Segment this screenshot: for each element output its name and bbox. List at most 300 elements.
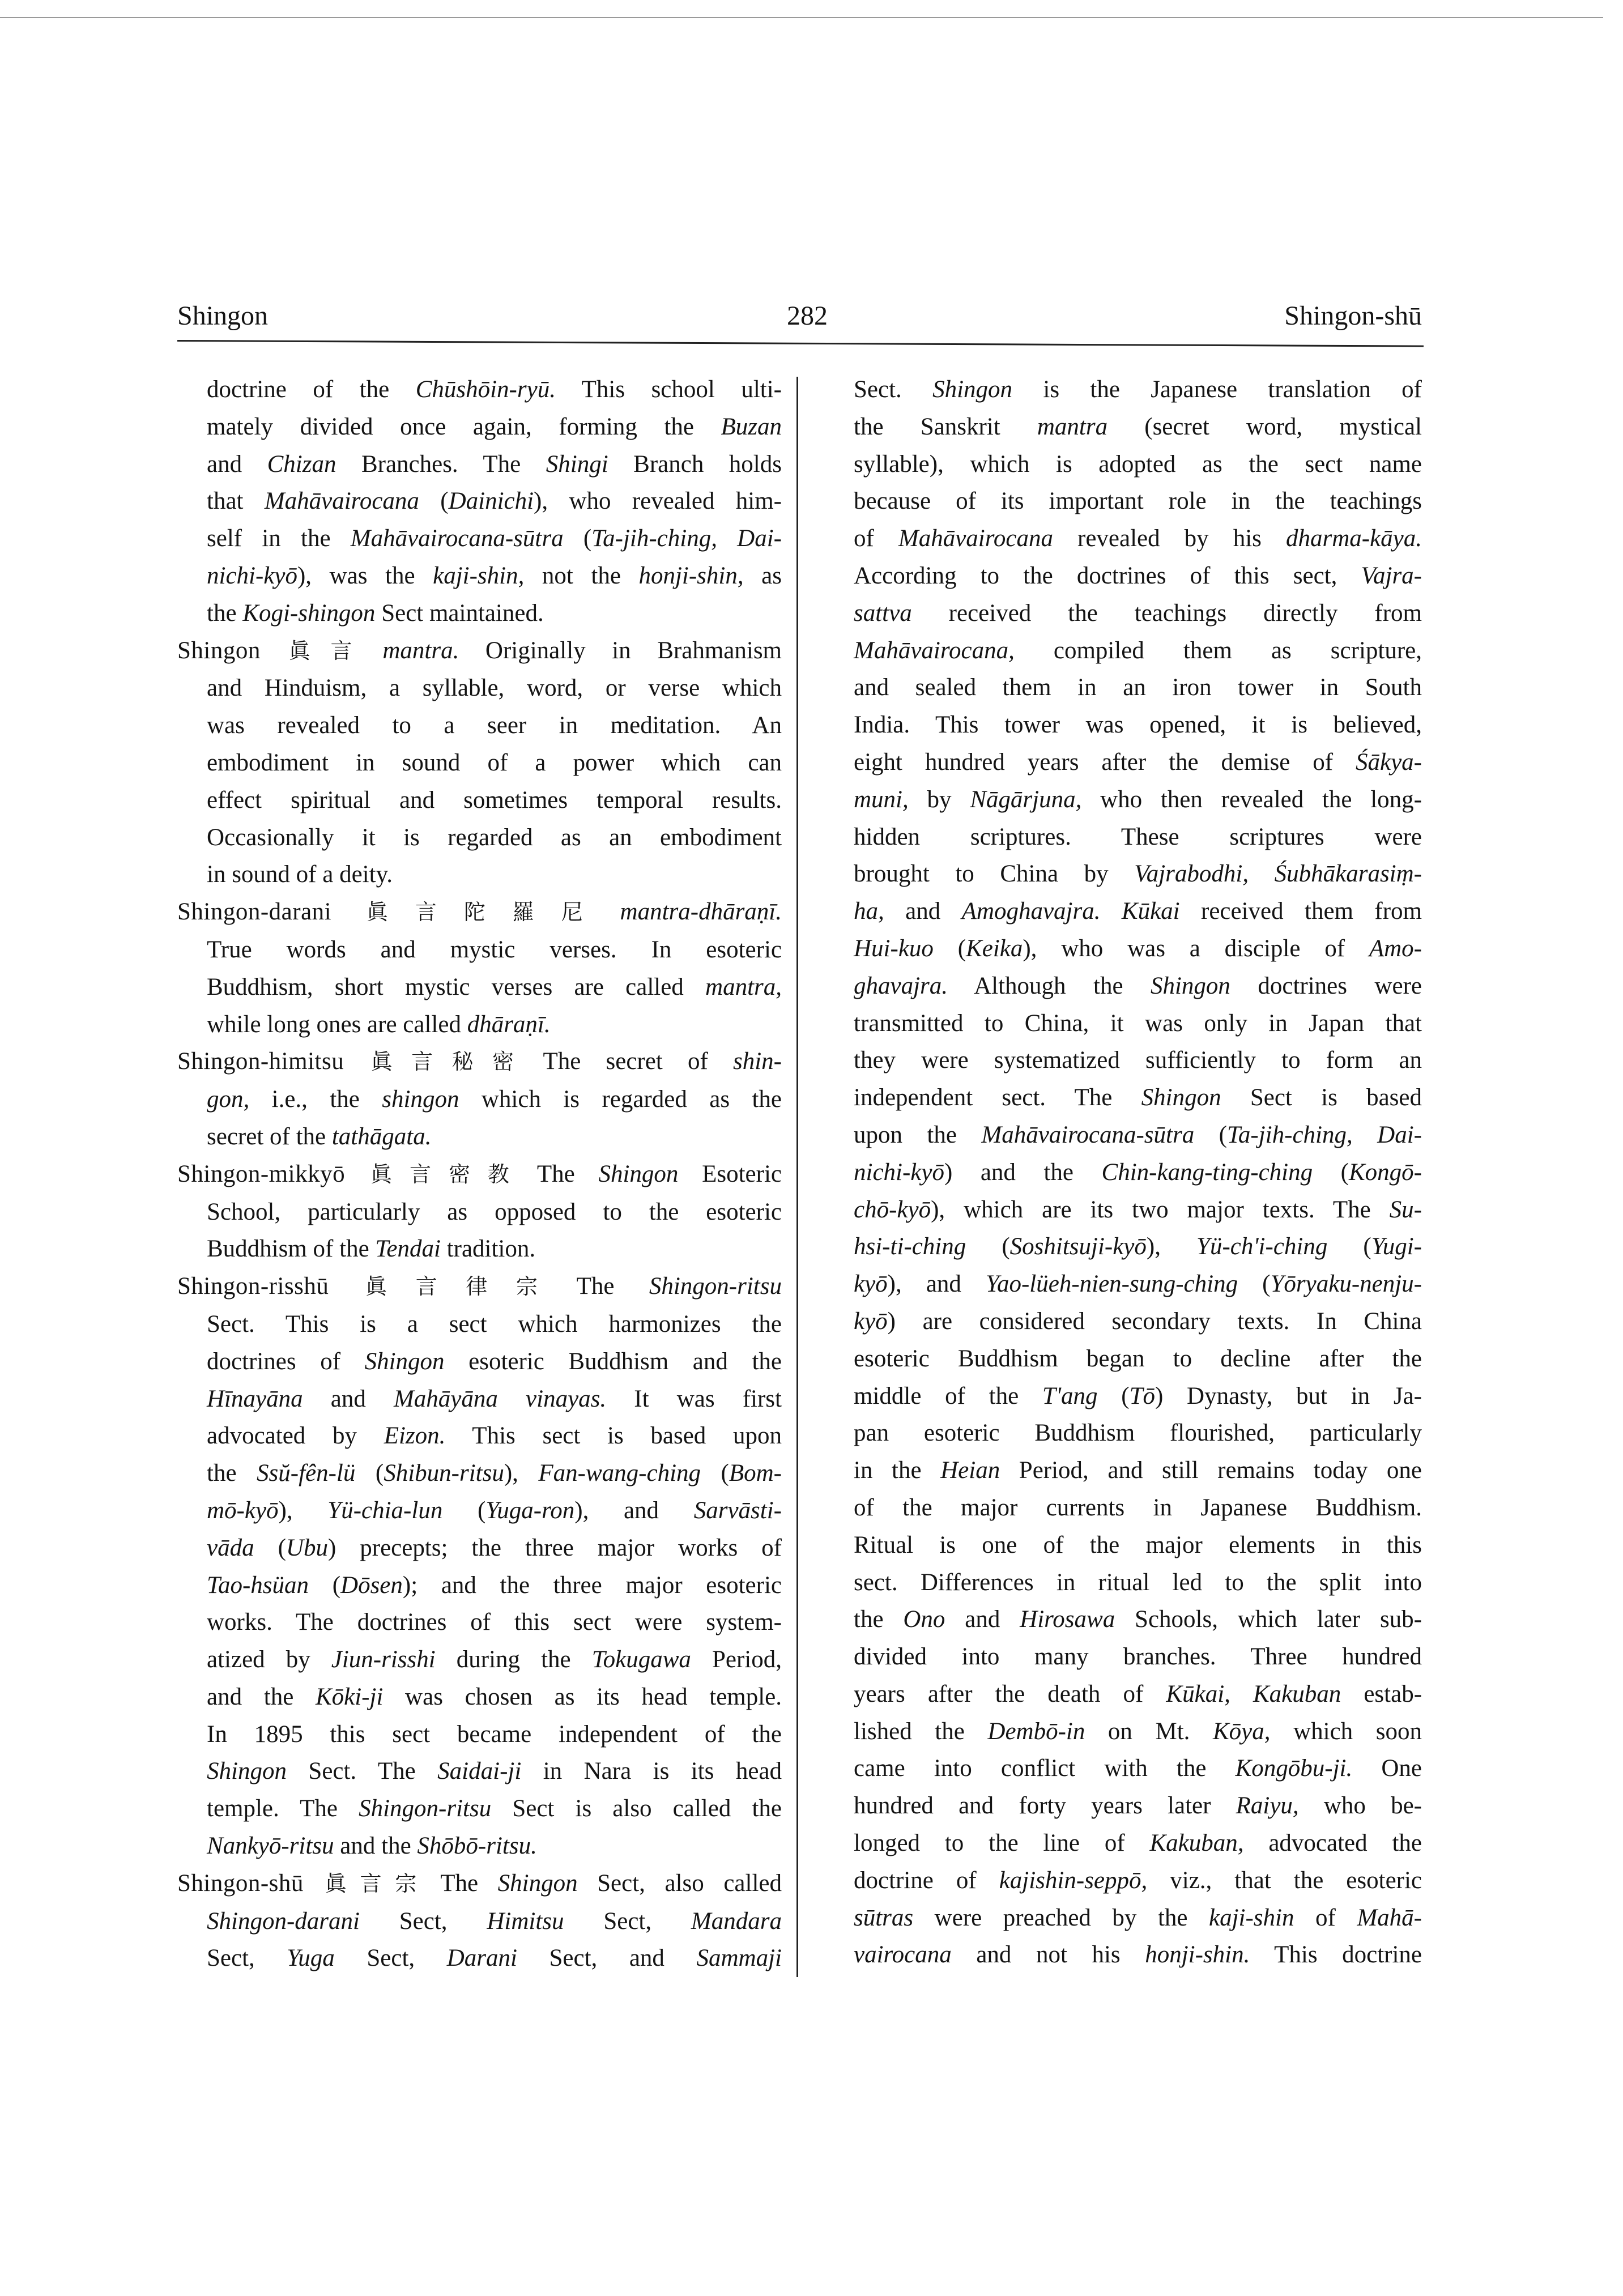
italic-term: Himitsu bbox=[487, 1907, 564, 1935]
italic-term: Yuga bbox=[287, 1945, 335, 1972]
text-line bbox=[854, 1079, 1422, 1117]
roman-text: The bbox=[536, 1160, 599, 1187]
roman-text: Sect. bbox=[854, 376, 933, 403]
text-line bbox=[854, 1527, 1422, 1564]
roman-text: India. This tower was opened, it is believed, bbox=[854, 712, 1422, 739]
text-line bbox=[854, 1154, 1422, 1191]
roman-text: works. The doctrines of this sect were system- bbox=[207, 1609, 782, 1636]
roman-text: ), was the bbox=[297, 562, 433, 589]
roman-text: doctrine of the bbox=[207, 376, 416, 403]
text-line bbox=[854, 632, 1422, 670]
text-line bbox=[207, 1118, 782, 1156]
roman-text: by bbox=[908, 786, 970, 813]
header-rule bbox=[177, 340, 1424, 347]
roman-text: This school ulti- bbox=[555, 376, 782, 403]
entry-continuation bbox=[177, 371, 782, 632]
roman-text: which soon bbox=[1270, 1718, 1422, 1745]
text-line bbox=[207, 446, 782, 483]
roman-text: ( bbox=[1194, 1121, 1227, 1148]
roman-text: ( bbox=[309, 1571, 341, 1599]
roman-text: ( bbox=[1313, 1158, 1349, 1186]
roman-text: tradition. bbox=[440, 1236, 536, 1263]
text-line bbox=[854, 744, 1422, 781]
roman-text: they were systematized sufficiently to form an bbox=[854, 1047, 1422, 1074]
italic-term: kyō bbox=[854, 1271, 888, 1298]
roman-text: during the bbox=[435, 1646, 592, 1673]
roman-text: and the bbox=[207, 1683, 316, 1710]
italic-term: vāda bbox=[207, 1534, 254, 1561]
roman-text: received them from bbox=[1179, 898, 1422, 925]
text-line bbox=[854, 1787, 1422, 1825]
roman-text: and bbox=[207, 450, 267, 478]
italic-term: Yugi- bbox=[1371, 1233, 1422, 1260]
text-line bbox=[207, 819, 782, 857]
italic-term: sūtras bbox=[854, 1904, 914, 1931]
text-line bbox=[177, 632, 782, 670]
headword-kanji: 眞言密教 bbox=[353, 1161, 527, 1187]
roman-text: Period, and still remains today one bbox=[1000, 1457, 1422, 1484]
roman-text: Schools, which later sub- bbox=[1115, 1606, 1422, 1633]
text-line bbox=[207, 520, 782, 557]
text-line bbox=[854, 1899, 1422, 1937]
text-line bbox=[854, 1415, 1422, 1452]
text-line bbox=[207, 483, 782, 520]
italic-term: Mahāvairocana-sūtra bbox=[350, 525, 564, 552]
roman-text: i.e., the bbox=[249, 1086, 382, 1113]
italic-term: mantra-dhāraṇī. bbox=[620, 898, 782, 926]
text-line bbox=[854, 1862, 1422, 1899]
text-line bbox=[854, 371, 1422, 408]
italic-term: ha, bbox=[854, 898, 884, 925]
text-line bbox=[207, 707, 782, 744]
roman-text: viz., that the esoteric bbox=[1147, 1867, 1422, 1894]
italic-term: Kūkai bbox=[1121, 898, 1180, 925]
roman-text: ( bbox=[1327, 1233, 1371, 1260]
roman-text: divided into many branches. Three hundred bbox=[854, 1643, 1422, 1671]
italic-term: Heian bbox=[940, 1457, 1000, 1484]
text-line bbox=[207, 931, 782, 969]
text-line bbox=[854, 446, 1422, 483]
roman-text: ), bbox=[1146, 1233, 1197, 1260]
roman-text: Sect is also called the bbox=[491, 1795, 782, 1822]
italic-term: Amo- bbox=[1369, 935, 1422, 962]
text-line bbox=[207, 1492, 782, 1530]
dictionary-entry bbox=[177, 1043, 782, 1155]
italic-term: Kōya, bbox=[1213, 1718, 1271, 1745]
roman-text: as bbox=[743, 562, 782, 589]
italic-term: Yü-chia-lun bbox=[327, 1497, 443, 1524]
roman-text: Sect is based bbox=[1221, 1084, 1422, 1111]
text-line bbox=[854, 1750, 1422, 1787]
roman-text: was revealed to a seer in meditation. An bbox=[207, 712, 782, 739]
roman-text: ( bbox=[442, 1497, 486, 1524]
text-line bbox=[207, 1940, 782, 1977]
roman-text: According to the doctrines of this sect, bbox=[854, 562, 1361, 589]
roman-text: ); and the three major esoteric bbox=[402, 1571, 782, 1599]
roman-text: ( bbox=[933, 935, 966, 962]
italic-term: Ta-jih-ching, Dai- bbox=[1226, 1121, 1422, 1148]
text-line bbox=[207, 1381, 782, 1418]
roman-text: ) precepts; the three major works of bbox=[327, 1534, 782, 1561]
text-line bbox=[207, 1306, 782, 1343]
roman-text: ), who revealed him- bbox=[534, 488, 782, 515]
roman-text: doctrine of bbox=[854, 1867, 999, 1894]
roman-text: and not his bbox=[951, 1941, 1145, 1969]
roman-text: atized by bbox=[207, 1646, 331, 1673]
right-column bbox=[824, 371, 1422, 1974]
roman-text: sect. Differences in ritual led to the split into bbox=[854, 1569, 1422, 1596]
italic-term: honji-shin, bbox=[638, 562, 744, 589]
roman-text: in sound of a deity. bbox=[207, 861, 393, 888]
roman-text: that bbox=[207, 488, 265, 515]
italic-term: Chizan bbox=[267, 450, 336, 478]
roman-text: Although the bbox=[948, 972, 1151, 999]
roman-text: advocated by bbox=[207, 1422, 384, 1450]
roman-text: (secret word, mystical bbox=[1107, 413, 1422, 440]
italic-term: Sarvāsti- bbox=[693, 1497, 782, 1524]
roman-text: Originally in Brahmanism bbox=[459, 637, 782, 664]
text-line bbox=[207, 1679, 782, 1716]
roman-text: mately divided once again, forming the bbox=[207, 413, 721, 440]
italic-term: mantra, bbox=[705, 973, 782, 1000]
text-line bbox=[207, 1230, 782, 1268]
italic-term: Kūkai, Kakuban bbox=[1166, 1680, 1341, 1707]
running-head-right: Shingon-shū bbox=[1284, 301, 1422, 331]
roman-text: Sect maintained. bbox=[375, 599, 544, 627]
italic-term: Kōki-ji bbox=[315, 1683, 384, 1710]
text-line bbox=[854, 1117, 1422, 1154]
italic-term: Hui-kuo bbox=[854, 935, 934, 962]
italic-term: mantra bbox=[1037, 413, 1108, 440]
italic-term: Shingon bbox=[207, 1758, 287, 1785]
dictionary-entry bbox=[177, 893, 782, 1043]
roman-text: the bbox=[207, 599, 243, 627]
italic-term: Ta-jih-ching, Dai- bbox=[591, 525, 782, 552]
text-line bbox=[207, 408, 782, 446]
italic-term: mō-kyō bbox=[207, 1497, 279, 1524]
dictionary-entry bbox=[177, 1268, 782, 1865]
text-line bbox=[207, 670, 782, 707]
text-line bbox=[207, 1828, 782, 1865]
italic-term: Shingon bbox=[1141, 1084, 1221, 1111]
headword-kanji: 眞言秘密 bbox=[352, 1049, 533, 1075]
scan-top-rule bbox=[0, 17, 1603, 18]
roman-text: because of its important role in the teachings bbox=[854, 488, 1422, 515]
roman-text: ), who was a disciple of bbox=[1023, 935, 1369, 962]
text-line bbox=[207, 1081, 782, 1118]
italic-term: Yü-ch'i-ching bbox=[1196, 1233, 1328, 1260]
italic-term: nichi-kyō bbox=[854, 1158, 944, 1186]
roman-text: middle of the bbox=[854, 1382, 1042, 1409]
text-line bbox=[207, 1753, 782, 1790]
roman-text: advocated the bbox=[1243, 1830, 1422, 1857]
roman-text: ), bbox=[504, 1460, 539, 1487]
text-line bbox=[854, 968, 1422, 1005]
roman-text: ( bbox=[701, 1460, 729, 1487]
roman-text: and Hinduism, a syllable, word, or verse which bbox=[207, 675, 782, 702]
roman-text: Sect, bbox=[359, 1907, 487, 1935]
roman-text: Sect. This is a sect which harmonizes the bbox=[207, 1310, 782, 1337]
italic-term: tathāgata. bbox=[331, 1123, 432, 1150]
italic-term: sattva bbox=[854, 599, 912, 627]
italic-term: ghavajra. bbox=[854, 972, 948, 999]
italic-term: Yao-lüeh-nien-sung-ching bbox=[986, 1271, 1238, 1298]
text-line bbox=[207, 1716, 782, 1753]
column-divider bbox=[796, 377, 798, 1977]
roman-text: ( bbox=[966, 1233, 1010, 1260]
roman-text: and bbox=[945, 1606, 1020, 1633]
italic-term: Su- bbox=[1389, 1196, 1422, 1223]
entry-continuation bbox=[824, 371, 1422, 1974]
roman-text: temple. The bbox=[207, 1795, 359, 1822]
roman-text: doctrines were bbox=[1230, 972, 1422, 999]
italic-term: Sammaji bbox=[696, 1945, 782, 1972]
roman-text: ( bbox=[563, 525, 592, 552]
text-line bbox=[854, 1936, 1422, 1974]
roman-text: esoteric Buddhism began to decline after the bbox=[854, 1345, 1422, 1372]
roman-text: Occasionally it is regarded as an embodiment bbox=[207, 824, 782, 851]
roman-text: of the major currents in Japanese Buddhism. bbox=[854, 1494, 1422, 1521]
text-line bbox=[854, 1340, 1422, 1378]
headword: Shingon-himitsu bbox=[177, 1048, 344, 1075]
roman-text: hundred and forty years later bbox=[854, 1792, 1236, 1820]
text-line bbox=[207, 1567, 782, 1604]
text-line bbox=[207, 1343, 782, 1381]
italic-term: Bom- bbox=[729, 1460, 782, 1487]
italic-term: Kogi-shingon bbox=[242, 599, 376, 627]
roman-text: ) Dynasty, but in Ja- bbox=[1155, 1382, 1422, 1409]
text-line bbox=[177, 1156, 782, 1194]
italic-term: Ubu bbox=[286, 1534, 328, 1561]
roman-text: Sect, bbox=[334, 1945, 447, 1972]
italic-term: Tao-hsüan bbox=[207, 1571, 309, 1599]
roman-text: was chosen as its head temple. bbox=[383, 1683, 782, 1710]
italic-term: dharma-kāya. bbox=[1285, 525, 1422, 552]
roman-text: received the teachings directly from bbox=[911, 599, 1422, 627]
italic-term: Soshitsuji-kyō bbox=[1009, 1233, 1147, 1260]
text-line bbox=[854, 1378, 1422, 1415]
roman-text: ( bbox=[1097, 1382, 1130, 1409]
roman-text: upon the bbox=[854, 1121, 982, 1148]
italic-term: Mahāyāna vinayas. bbox=[393, 1385, 607, 1412]
italic-term: Shingon bbox=[1150, 972, 1230, 999]
roman-text: Esoteric bbox=[678, 1160, 782, 1187]
headword: Shingon-mikkyō bbox=[177, 1160, 346, 1187]
italic-term: shingon bbox=[382, 1086, 459, 1113]
text-line bbox=[854, 855, 1422, 893]
italic-term: chō-kyō bbox=[854, 1196, 931, 1223]
headword: Shingon-risshū bbox=[177, 1273, 329, 1300]
italic-term: Chūshōin-ryū. bbox=[415, 376, 556, 403]
text-line bbox=[854, 1825, 1422, 1862]
italic-term: Raiyu, bbox=[1236, 1792, 1299, 1820]
italic-term: nichi-kyō bbox=[207, 562, 297, 589]
italic-term: Mahāvairocana-sūtra bbox=[981, 1121, 1195, 1148]
headword: Shingon-darani bbox=[177, 898, 332, 926]
italic-term: Chin-kang-ting-ching bbox=[1101, 1158, 1313, 1186]
roman-text: effect spiritual and sometimes temporal results. bbox=[207, 786, 782, 813]
italic-term: Shingon-ritsu bbox=[649, 1273, 782, 1300]
roman-text: transmitted to China, it was only in Japan that bbox=[854, 1009, 1422, 1037]
text-line bbox=[177, 1865, 782, 1903]
text-line bbox=[854, 930, 1422, 968]
headword-kanji: 眞言律宗 bbox=[336, 1274, 566, 1300]
italic-term: Fan-wang-ching bbox=[538, 1460, 701, 1487]
text-line bbox=[854, 893, 1422, 930]
roman-text: brought to China by bbox=[854, 861, 1135, 888]
italic-term: Mahāvairocana bbox=[898, 525, 1053, 552]
roman-text: in the bbox=[854, 1457, 941, 1484]
headword: Shingon-shū bbox=[177, 1869, 304, 1897]
roman-text: In 1895 this sect became independent of the bbox=[207, 1720, 782, 1748]
roman-text: the bbox=[854, 1606, 904, 1633]
text-line bbox=[854, 483, 1422, 520]
text-line bbox=[207, 744, 782, 782]
text-line bbox=[207, 1530, 782, 1567]
text-line bbox=[854, 557, 1422, 595]
roman-text: of bbox=[1294, 1904, 1357, 1931]
roman-text: pan esoteric Buddhism flourished, particularly bbox=[854, 1420, 1422, 1447]
roman-text: independent sect. The bbox=[854, 1084, 1141, 1111]
italic-term: muni, bbox=[854, 786, 909, 813]
roman-text: ), which are its two major texts. The bbox=[931, 1196, 1390, 1223]
roman-text: Ritual is one of the major elements in this bbox=[854, 1531, 1422, 1558]
roman-text: on Mt. bbox=[1085, 1718, 1213, 1745]
running-head-left: Shingon bbox=[177, 301, 269, 331]
roman-text: of bbox=[854, 525, 898, 552]
italic-term: Kakuban, bbox=[1149, 1830, 1244, 1857]
italic-term: Shōbō-ritsu. bbox=[417, 1833, 537, 1860]
roman-text: compiled them as scripture, bbox=[1014, 637, 1422, 664]
roman-text: and bbox=[303, 1385, 394, 1412]
text-line bbox=[854, 1005, 1422, 1042]
text-line bbox=[854, 819, 1422, 856]
text-line bbox=[207, 1903, 782, 1940]
roman-text: while long ones are called bbox=[207, 1011, 467, 1038]
roman-text: eight hundred years after the demise of bbox=[854, 748, 1356, 776]
italic-term: Dembō-in bbox=[987, 1718, 1085, 1745]
roman-text: Sect, also called bbox=[577, 1869, 782, 1897]
headword: Shingon bbox=[177, 637, 261, 664]
italic-term: Tendai bbox=[375, 1236, 441, 1263]
roman-text: hidden scriptures. These scriptures were bbox=[854, 823, 1422, 850]
roman-text: the Sanskrit bbox=[854, 413, 1037, 440]
text-line bbox=[207, 782, 782, 819]
italic-term: Vajrabodhi, Śubhākarasiṃ- bbox=[1134, 861, 1422, 888]
headword-kanji: 眞言陀羅尼 bbox=[339, 900, 610, 925]
italic-term: Shingon-ritsu bbox=[359, 1795, 492, 1822]
roman-text: ), and bbox=[887, 1271, 986, 1298]
roman-text: ), and bbox=[574, 1497, 694, 1524]
roman-text: One bbox=[1352, 1755, 1422, 1782]
roman-text: True words and mystic verses. In esoteric bbox=[207, 936, 782, 963]
roman-text: were preached by the bbox=[913, 1904, 1209, 1931]
roman-text: syllable), which is adopted as the sect name bbox=[854, 450, 1422, 478]
roman-text: is the Japanese translation of bbox=[1012, 376, 1422, 403]
italic-term: Vajra- bbox=[1361, 562, 1422, 589]
text-line bbox=[854, 1228, 1422, 1266]
roman-text: longed to the line of bbox=[854, 1830, 1150, 1857]
roman-text: Sect, and bbox=[517, 1945, 697, 1972]
italic-term: mantra. bbox=[382, 637, 459, 664]
left-column bbox=[177, 371, 782, 1977]
italic-term: Nankyō-ritsu bbox=[207, 1833, 334, 1860]
page-number: 282 bbox=[787, 301, 828, 331]
text-line bbox=[207, 595, 782, 632]
roman-text: Sect, bbox=[564, 1907, 691, 1935]
italic-term: Yuga-ron bbox=[485, 1497, 575, 1524]
text-line bbox=[854, 781, 1422, 819]
italic-term: kaji-shin, bbox=[433, 562, 525, 589]
roman-text bbox=[1100, 898, 1121, 925]
roman-text: embodiment in sound of a power which can bbox=[207, 749, 782, 776]
roman-text: ( bbox=[355, 1460, 384, 1487]
roman-text: ( bbox=[1238, 1271, 1271, 1298]
roman-text: The bbox=[440, 1869, 498, 1897]
roman-text: The bbox=[576, 1273, 649, 1300]
roman-text: ) and the bbox=[944, 1158, 1102, 1186]
italic-term: Shingon bbox=[932, 376, 1013, 403]
italic-term: Nāgārjuna, bbox=[970, 786, 1082, 813]
text-line bbox=[854, 1042, 1422, 1079]
italic-term: Shingon bbox=[598, 1160, 679, 1187]
roman-text: self in the bbox=[207, 525, 351, 552]
italic-term: Hīnayāna bbox=[207, 1385, 303, 1412]
italic-term: Saidai-ji bbox=[437, 1758, 522, 1785]
italic-term: Mahāvairocana, bbox=[854, 637, 1015, 664]
text-line bbox=[854, 408, 1422, 446]
roman-text: Branches. The bbox=[336, 450, 546, 478]
italic-term: Dainichi bbox=[448, 488, 534, 515]
italic-term: Yōryaku-nenju- bbox=[1270, 1271, 1422, 1298]
roman-text: Buddhism of the bbox=[207, 1236, 376, 1263]
italic-term: Amoghavajra. bbox=[961, 898, 1101, 925]
roman-text: who be- bbox=[1298, 1792, 1422, 1820]
roman-text: lished the bbox=[854, 1718, 988, 1745]
italic-term: Mahāvairocana bbox=[264, 488, 419, 515]
text-line bbox=[854, 669, 1422, 706]
text-line bbox=[854, 1713, 1422, 1750]
roman-text: Sect, bbox=[207, 1945, 287, 1972]
text-line bbox=[854, 1452, 1422, 1489]
roman-text: the bbox=[207, 1460, 257, 1487]
text-line bbox=[854, 1191, 1422, 1229]
text-line bbox=[207, 557, 782, 595]
roman-text: doctrines of bbox=[207, 1348, 365, 1375]
italic-term: vairocana bbox=[854, 1941, 952, 1969]
text-line bbox=[854, 1638, 1422, 1676]
italic-term: Shibun-ritsu bbox=[384, 1460, 504, 1487]
roman-text: ) are considered secondary texts. In China bbox=[887, 1307, 1422, 1335]
text-line bbox=[854, 706, 1422, 744]
text-line bbox=[207, 1194, 782, 1231]
roman-text: The secret of bbox=[543, 1048, 733, 1075]
dictionary-entry bbox=[177, 632, 782, 894]
roman-text: years after the death of bbox=[854, 1680, 1166, 1707]
italic-term: kyō bbox=[854, 1307, 888, 1335]
roman-text: revealed by his bbox=[1053, 525, 1286, 552]
italic-term: Shingon-darani bbox=[207, 1907, 360, 1935]
roman-text: and sealed them in an iron tower in South bbox=[854, 674, 1422, 701]
roman-text: who then revealed the long- bbox=[1081, 786, 1422, 813]
italic-term: honji-shin. bbox=[1145, 1941, 1250, 1969]
italic-term: Buzan bbox=[721, 413, 782, 440]
italic-term: Mahā- bbox=[1357, 1904, 1422, 1931]
text-line bbox=[854, 520, 1422, 557]
italic-term: hsi-ti-ching bbox=[854, 1233, 966, 1260]
text-line bbox=[207, 1604, 782, 1641]
roman-text: and bbox=[884, 898, 962, 925]
